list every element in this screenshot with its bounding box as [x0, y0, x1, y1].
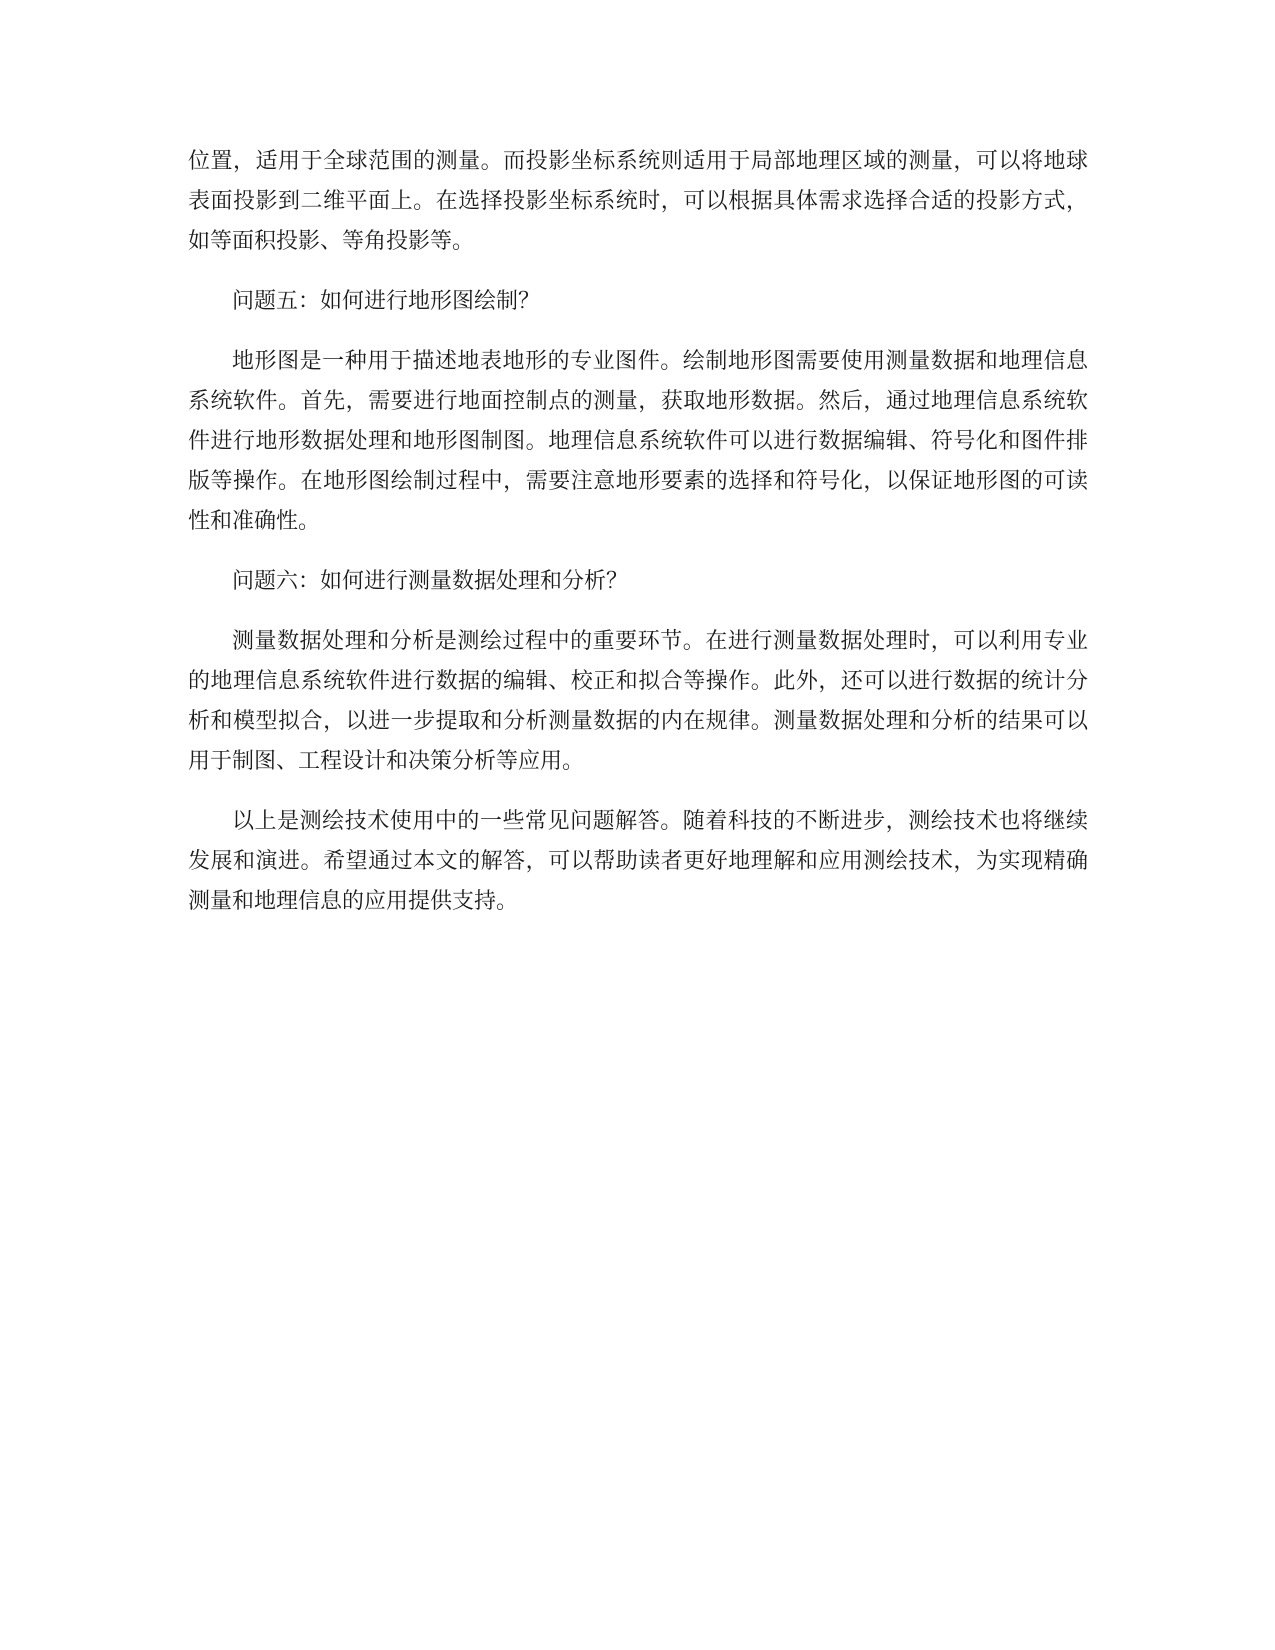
paragraph-data-processing: 测量数据处理和分析是测绘过程中的重要环节。在进行测量数据处理时，可以利用专业的地理信息系统软件进行数据的编辑、校正和拟合等操作。此外，还可以进行数据的统计分析和模型拟合，以进一步提取和分析测量数据的内在规律。测量数据处理和分析的结果可以用于制图、工程设计和决策分析等应用。 [188, 629, 1088, 774]
paragraph-continuation: 位置，适用于全球范围的测量。而投影坐标系统则适用于局部地理区域的测量，可以将地球表面投影到二维平面上。在选择投影坐标系统时，可以根据具体需求选择合适的投影方式，如等面积投影、等角投影等。 [188, 149, 1088, 254]
paragraph-conclusion: 以上是测绘技术使用中的一些常见问题解答。随着科技的不断进步，测绘技术也将继续发展和演进。希望通过本文的解答，可以帮助读者更好地理解和应用测绘技术，为实现精确测量和地理信息的应用提供支持。 [188, 809, 1088, 914]
paragraph-terrain-map: 地形图是一种用于描述地表地形的专业图件。绘制地形图需要使用测量数据和地理信息系统软件。首先，需要进行地面控制点的测量，获取地形数据。然后，通过地理信息系统软件进行地形数据处理和地形图制图。地理信息系统软件可以进行数据编辑、符号化和图件排版等操作。在地形图绘制过程中，需要注意地形要素的选择和符号化，以保证地形图的可读性和准确性。 [188, 349, 1088, 534]
document-page [188, 142, 1088, 942]
question-six-heading: 问题六：如何进行测量数据处理和分析？ [232, 569, 629, 594]
question-five-heading: 问题五：如何进行地形图绘制？ [232, 289, 541, 314]
